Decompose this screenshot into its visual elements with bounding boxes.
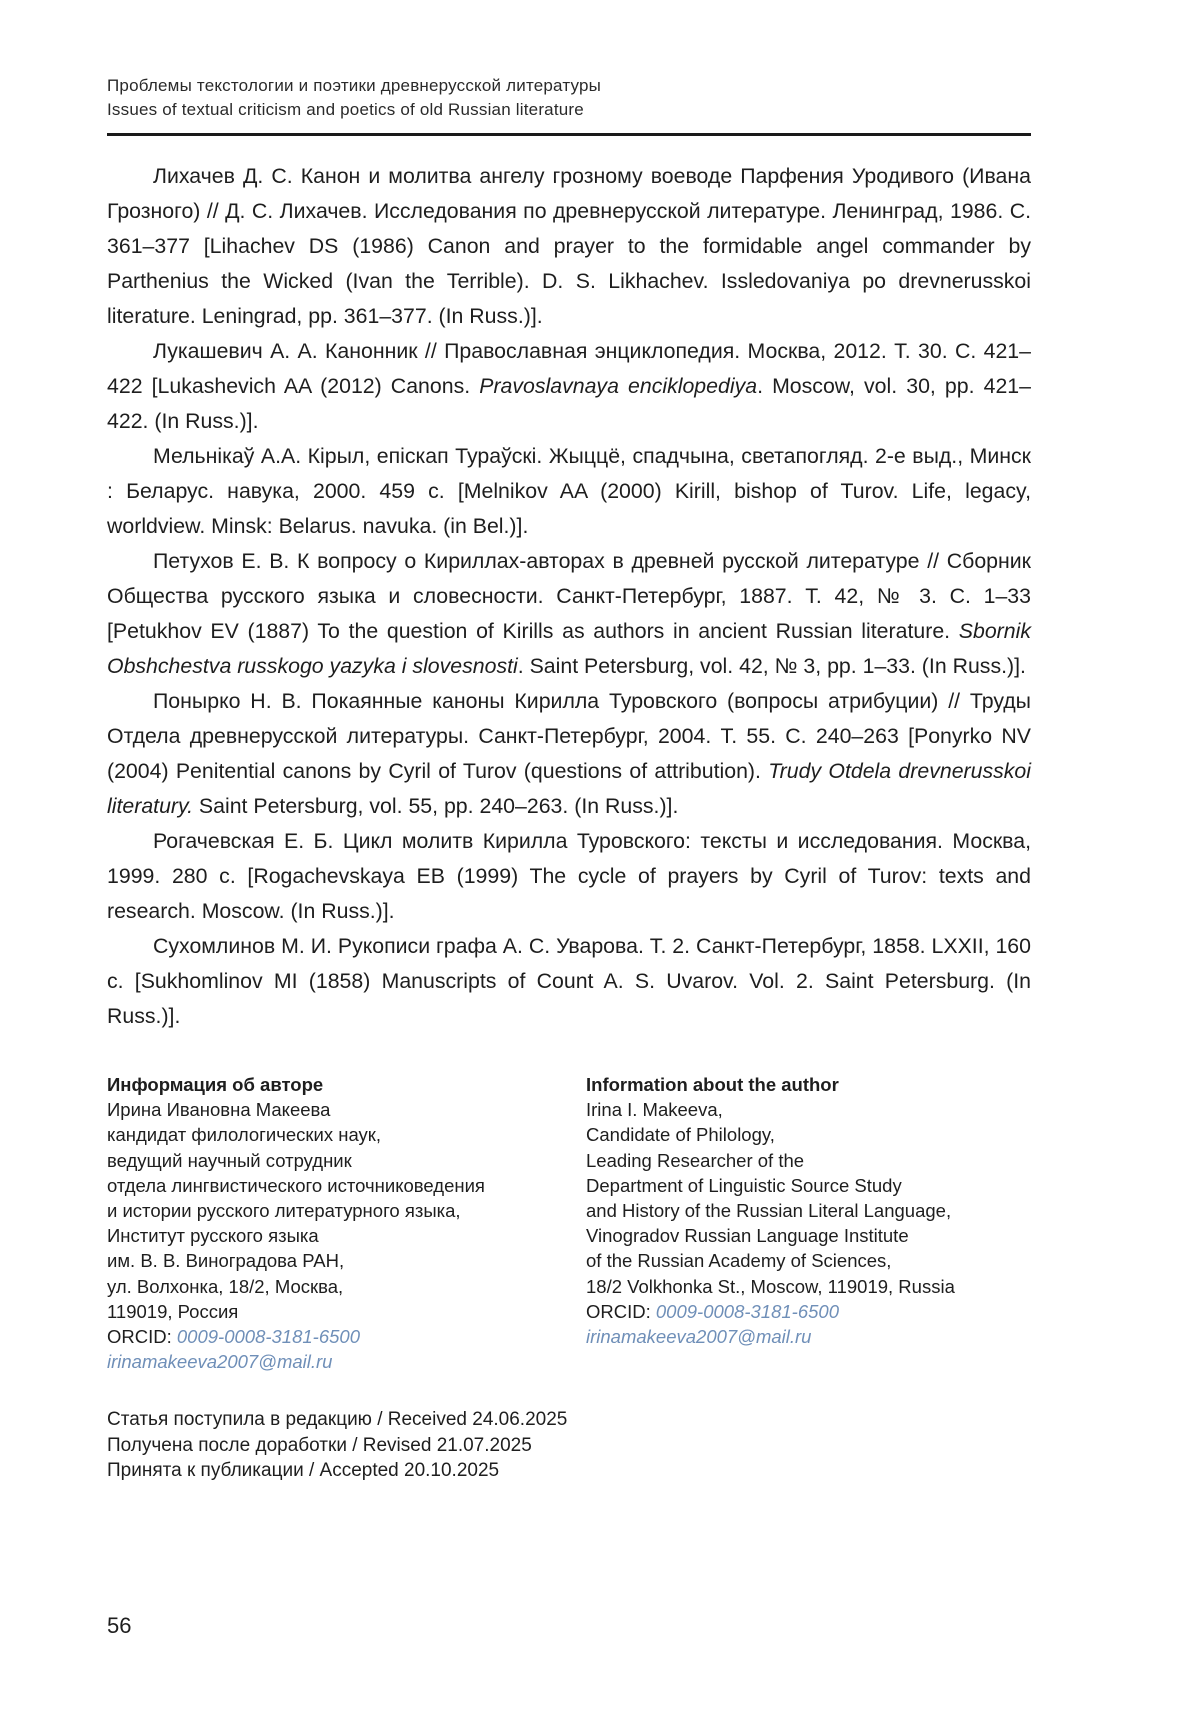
reference-text: Saint Petersburg, vol. 55, pp. 240–263. (In Russ.)].: [193, 794, 679, 818]
reference-text: . Saint Petersburg, vol. 42, № 3, pp. 1–33. (In Russ.)].: [517, 654, 1026, 678]
author-department: и истории русского литературного языка,: [107, 1200, 461, 1222]
author-orcid: [586, 1299, 1031, 1324]
orcid-label: ORCID:: [586, 1300, 656, 1322]
author-department: Department of Linguistic Source Study: [586, 1174, 902, 1196]
reference-source-title: Pravoslavnaya enciklopediya: [479, 374, 758, 398]
reference-text: Понырко Н. В. Покаянные каноны Кирилла Туровского (вопросы атрибуции) // Труды Отдела древнерусской литературы. Санкт-Петербург, 2004. Т. 55. С. 240–263 [Ponyrko NV (2004) Penitential canons by Cyril of Turov (questions of attribution).: [107, 689, 1031, 783]
author-institute: Институт русского языка: [107, 1225, 319, 1247]
reference-text: Лукашевич А. А. Канонник // Православная энциклопедия. Москва, 2012. Т. 30. С. 421–422 [Lukashevich AA (2012) Canons.: [107, 339, 1031, 398]
reference-text: Сухомлинов М. И. Рукописи графа А. С. Уварова. Т. 2. Санкт-Петербург, 1858. LXXII, 160 с. [Sukhomlinov MI (1858) Manuscripts of Count A. S. Uvarov. Vol. 2. Saint Petersburg. (In Russ.)].: [107, 934, 1031, 1028]
author-degree: Candidate of Philology,: [586, 1124, 775, 1146]
reference-petukhov: [107, 544, 1031, 684]
reference-source-title: Trudy Otdela drevnerusskoi literatury.: [107, 759, 1031, 818]
date-received: Статья поступила в редакцию / Received 24.06.2025: [107, 1409, 568, 1430]
reference-sukhomlinov: [107, 929, 1031, 1034]
author-orcid: [107, 1324, 577, 1349]
header-divider: [107, 133, 1031, 136]
reference-text: Мельнікаў А.А. Кірыл, епіскап Тураўскі. Жыццё, спадчына, светапогляд. 2-е выд., Минск : Беларус. навука, 2000. 459 с. [Melnikov AA (2000) Kirill, bishop of Turov. Life, legacy, worldview. Minsk: Belarus. navuka. (in Bel.)].: [107, 444, 1031, 538]
author-info-ru: [107, 1072, 577, 1374]
author-address: 18/2 Volkhonka St., Moscow, 119019, Russia: [586, 1275, 955, 1297]
author-position: Leading Researcher of the: [586, 1149, 805, 1171]
author-department: отдела лингвистического источниковедения: [107, 1174, 485, 1196]
author-info-title: Information about the author: [586, 1074, 839, 1095]
orcid-link[interactable]: 0009-0008-3181-6500: [655, 1300, 839, 1322]
author-address: ул. Волхонка, 18/2, Москва,: [107, 1275, 344, 1297]
author-name: Ирина Ивановна Макеева: [107, 1099, 331, 1121]
reference-rogachevskaya: [107, 824, 1031, 929]
orcid-link[interactable]: 0009-0008-3181-6500: [176, 1326, 360, 1348]
running-header: [107, 74, 1031, 122]
running-header-ru: Проблемы текстологии и поэтики древнерусской литературы: [107, 76, 602, 95]
article-dates: [107, 1407, 567, 1484]
date-revised: Получена после доработки / Revised 21.07.2025: [107, 1434, 532, 1456]
reference-list: [107, 159, 1031, 1034]
author-position: ведущий научный сотрудник: [107, 1149, 352, 1171]
running-header-en: Issues of textual criticism and poetics of old Russian literature: [107, 100, 584, 119]
orcid-label: ORCID:: [107, 1326, 177, 1348]
email-link[interactable]: irinamakeeva2007@mail.ru: [107, 1351, 333, 1373]
author-degree: кандидат филологических наук,: [107, 1124, 382, 1146]
reference-lukashevich: [107, 334, 1031, 439]
email-link[interactable]: irinamakeeva2007@mail.ru: [586, 1326, 812, 1348]
reference-text: Лихачев Д. С. Канон и молитва ангелу грозному воеводе Парфения Уродивого (Ивана Грозного) // Д. С. Лихачев. Исследования по древнерусской литературе. Ленинград, 1986. С. 361–377 [Lihachev DS (1986) Canon and prayer to the formidable angel commander by Parthenius the Wicked (Ivan the Terrible). D. S. Likhachev. Issledovaniya po drevnerusskoi literature. Leningrad, pp. 361–377. (In Russ.)].: [107, 164, 1031, 328]
author-name: Irina I. Makeeva,: [586, 1099, 723, 1121]
reference-text: . Moscow, vol. 30, pp. 421–422. (In Russ.)].: [107, 374, 1031, 433]
author-institute: of the Russian Academy of Sciences,: [586, 1250, 892, 1272]
author-info-title: Информация об авторе: [107, 1074, 324, 1095]
date-accepted: Принята к публикации / Accepted 20.10.2025: [107, 1460, 500, 1481]
reference-text: Петухов Е. В. К вопросу о Кириллах-авторах в древней русской литературе // Сборник Общества русского языка и словесности. Санкт-Петербург, 1887. Т. 42, № 3. С. 1–33 [Petukhov EV (1887) To the question of Kirills as authors in ancient Russian literature.: [107, 549, 1031, 643]
page-number: 56: [107, 1613, 132, 1638]
reference-likhachev: [107, 159, 1031, 334]
author-institute: Vinogradov Russian Language Institute: [586, 1225, 909, 1247]
author-institute: им. В. В. Виноградова РАН,: [107, 1250, 345, 1272]
reference-ponyrko: [107, 684, 1031, 824]
author-department: and History of the Russian Literal Language,: [586, 1200, 952, 1222]
reference-source-title: Sbornik Obshchestva russkogo yazyka i slovesnosti: [107, 619, 1031, 678]
reference-text: Рогачевская Е. Б. Цикл молитв Кирилла Туровского: тексты и исследования. Москва, 1999. 280 с. [Rogachevskaya EB (1999) The cycle of prayers by Cyril of Turov: texts and research. Moscow. (In Russ.)].: [107, 829, 1031, 923]
author-info-en: [586, 1072, 1031, 1349]
reference-melnikov: [107, 439, 1031, 544]
author-address: 119019, Россия: [107, 1300, 239, 1322]
